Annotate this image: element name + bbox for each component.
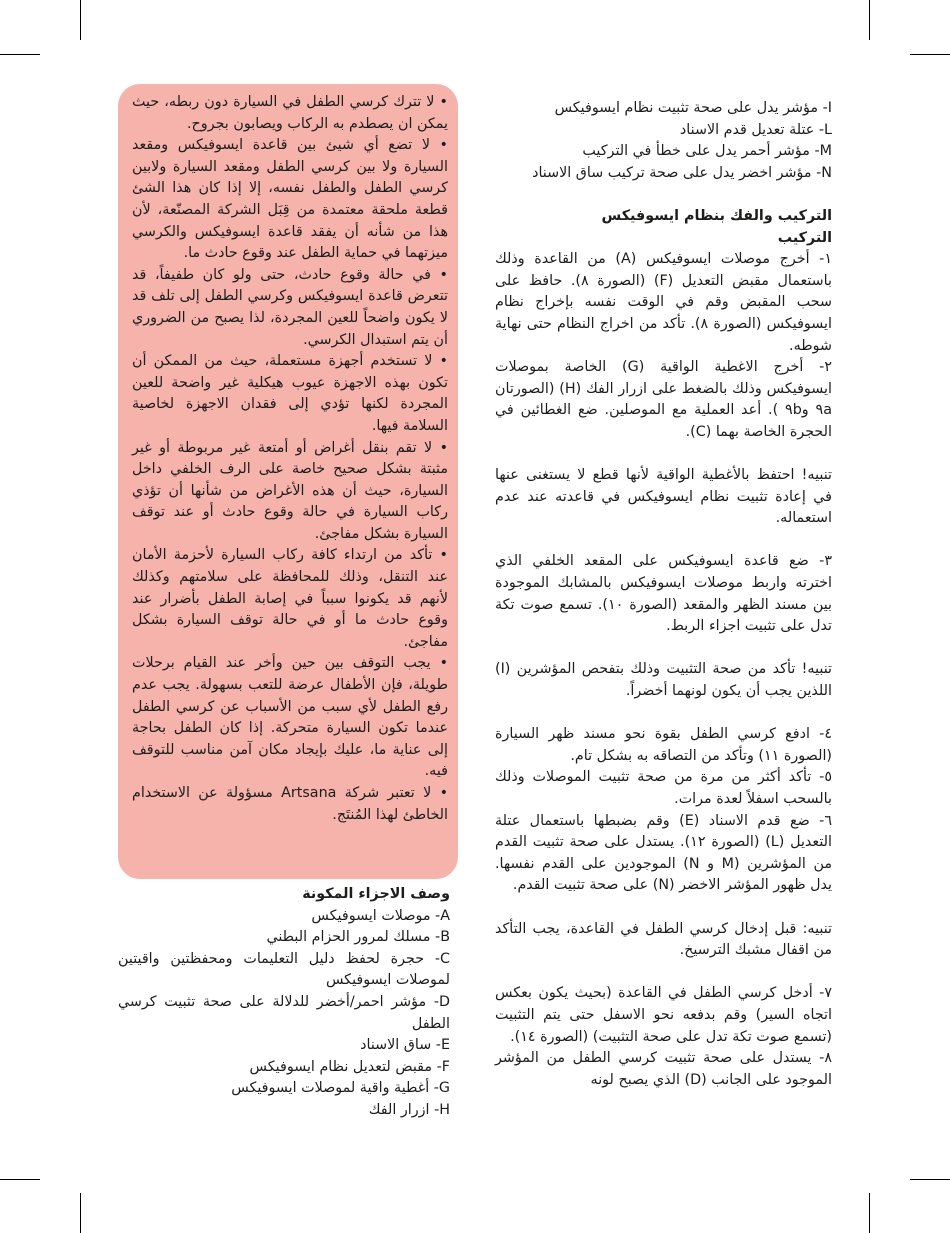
warning-2: تنبيه! تأكد من صحة التثبيت وذلك بتفحص المؤشرين (I) اللذين يجب أن يكون لونهما أخضراً. xyxy=(495,661,832,700)
indicator-m: M- مؤشر أحمر يدل على خطأ في التركيب xyxy=(582,143,832,160)
component-item: C- حجرة لحفظ دليل التعليمات ومحفظتين واقيتين لموصلات ايسوفيكس xyxy=(118,950,450,989)
warning-item: • يجب التوقف بين حين وأخر عند القيام برحلات طويلة، فإن الأطفال عرضة للتعب بسهولة. يجب عدم رفع الطفل لأي سبب من الأسباب عن كرسي الطفل عندما تكون السيارة متحركة. إذا كان الطفل بحاجة إلى عناية ما، عليك بإيجاد مكان آمن مناسب للتوقف فيه. xyxy=(132,655,448,780)
crop-mark xyxy=(0,54,40,55)
components-title: وصف الاجزاء المكونة xyxy=(302,886,450,902)
component-item: F- مقبض لتعديل نظام ايسوفيكس xyxy=(249,1058,450,1075)
step-5: ٥- تأكد أكثر من مرة من صحة تثبيت الموصلات وذلك بالسحب اسفلاً لعدة مرات. xyxy=(495,769,832,807)
subsection-title: التركيب xyxy=(777,229,832,246)
warning-item: • لا تضع أي شيئ بين قاعدة ايسوفيكس ومقعد السيارة ولا بين كرسي الطفل ومقعد السيارة ولابين كرسي الطفل والطفل نفسه، إلا إذا كان هذا الشئ قطعة ملحقة معتمدة من قِبَل الشركة المصنّعة، لأن هذا من شأنه أن يفقد قاعدة ايسوفيكس والكرسي ميزتهما في حماية الطفل عند وقوع حادث ما. xyxy=(132,137,448,262)
crop-mark xyxy=(869,0,870,40)
crop-mark xyxy=(910,54,950,55)
step-6: ٦- ضع قدم الاسناد (E) وقم بضبطها باستعمال عتلة التعديل (L) (الصورة ١٢). يستدل على صحة تثبيت القدم من المؤشرين (M و N) الموجودين على القدم نفسها. يدل ظهور المؤشر الاخضر (N) على صحة تثبيت القدم. xyxy=(495,812,833,894)
warning-item: • في حالة وقوع حادث، حتى ولو كان طفيفاً، قد تتعرض قاعدة ايسوفيكس وكرسي الطفل إلى تلف قد لا يكون واضحاً للعين المجردة، لذا يصبح من الضروري أن يتم استبدال الكرسي. xyxy=(132,266,448,348)
components-section xyxy=(118,884,450,1122)
component-item: D- مؤشر احمر/أخضر للدلالة على صحة تثبيت كرسي الطفل xyxy=(118,993,450,1032)
indicator-l: L- عتلة تعديل قدم الاسناد xyxy=(679,121,832,138)
warning-item: • تأكد من ارتداء كافة ركاب السيارة لأحزمة الأمان عند التنقل، وذلك للمحافظة على سلامتهم وكذلك لأنهم قد يكونوا سبباً في إصابة الطفل بأضرار عند وقوع حادث ما أو في حالة توقف السيارة بشكل مفاجئ. xyxy=(132,547,448,650)
step-8: ٨- يستدل على صحة تثبيت كرسي الطفل من المؤشر الموجود على الجانب (D) الذي يصبح لونه xyxy=(495,1050,832,1088)
crop-mark xyxy=(80,0,81,40)
installation-column xyxy=(495,98,832,1091)
crop-mark xyxy=(0,1179,40,1180)
component-item: H- ازرار الفك xyxy=(368,1101,450,1118)
component-item: B- مسلك لمرور الحزام البطني xyxy=(266,929,450,946)
section-title: التركيب والفك بنظام ايسوفيكس xyxy=(601,207,832,224)
step-1: ١- أخرج موصلات ايسوفيكس (A) من القاعدة وذلك باستعمال مقبض التعديل (F) (الصورة ٨). حافظ على سحب المقبض وقم في الوقت نفسه بإخراج نظام ايسوفيكس (الصورة ٨). تأكد من اخراج النظام حتى نهاية شوطه. xyxy=(495,251,832,354)
warning-item: • لا تقم بنقل أغراض أو أمتعة غير مربوطة أو غير مثبتة بشكل صحيح خاصة على الرف الخلفي داخل السيارة، حيث أن هذه الأغراض من شأنها أن تؤذي ركاب السيارة في حالة وقوع حادث أو عند توقف السيارة بشكل مفاجئ. xyxy=(132,439,448,542)
component-item: A- موصلات ايسوفيكس xyxy=(311,907,450,924)
warning-item: • لا تعتبر شركة Artsana مسؤولة عن الاستخدام الخاطئ لهذا المُنتَج. xyxy=(132,785,449,823)
indicator-i: I- مؤشر يدل على صحة تثبيت نظام ايسوفيكس xyxy=(554,100,832,116)
warning-list xyxy=(132,92,448,826)
indicator-n: N- مؤشر اخضر يدل على صحة تركيب ساق الاسناد xyxy=(532,164,832,181)
warning-item: • لا تترك كرسي الطفل في السيارة دون ربطه، حيث يمكن ان يصطدم به الركاب ويصابون بجروح. xyxy=(132,94,448,132)
step-7: ٧- أدخل كرسي الطفل في القاعدة (بحيث يكون بعكس اتجاه السير) وقم بدفعه نحو الاسفل حتى يتم التثبيت (تسمع صوت تكة تدل على صحة التثبيت) (الصورة ١٤). xyxy=(495,985,832,1045)
crop-mark xyxy=(869,1193,870,1233)
warning-1: تنبيه! احتفظ بالأغطية الواقية لأنها قطع لا يستغنى عنها في إعادة تثبيت نظام ايسوفيكس في قاعدته عند عدم استعماله. xyxy=(495,467,832,527)
warning-item: • لا تستخدم أجهزة مستعملة، حيث من الممكن أن تكون بهذه الاجهزة عيوب هيكلية غير واضحة للعين المجردة لكنها تؤدي إلى فقدان الاجهزة لخاصية السلامة فيها. xyxy=(132,353,448,434)
step-3: ٣- ضع قاعدة ايسوفيكس على المقعد الخلفي الذي اخترته واربط موصلات ايسوفيكس بالمشابك الموجودة بين مسند الظهر والمقعد (الصورة ١٠). تسمع صوت تكة تدل على تثبيت اجزاء الربط. xyxy=(495,553,832,635)
step-4: ٤- ادفع كرسي الطفل بقوة نحو مسند ظهر السيارة (الصورة ١١) وتأكد من التصاقه به بشكل تام. xyxy=(495,726,832,764)
step-2: ٢- أخرج الاغطية الواقية (G) الخاصة بموصلات ايسوفيكس وذلك بالضغط على ازرار الفك (H) (الصورتان ٩a و٩b ). أعد العملية مع الموصلين. ضع الغطائين في الحجرة الخاصة بهما (C). xyxy=(495,359,832,440)
crop-mark xyxy=(910,1179,950,1180)
warning-3: تنبيه: قبل إدخال كرسي الطفل في القاعدة، يجب التأكد من اقفال مشبك الترسيخ. xyxy=(495,920,832,959)
component-item: E- ساق الاسناد xyxy=(360,1037,450,1054)
crop-mark xyxy=(80,1193,81,1233)
component-item: G- أغطية واقية لموصلات ايسوفيكس xyxy=(231,1080,450,1097)
